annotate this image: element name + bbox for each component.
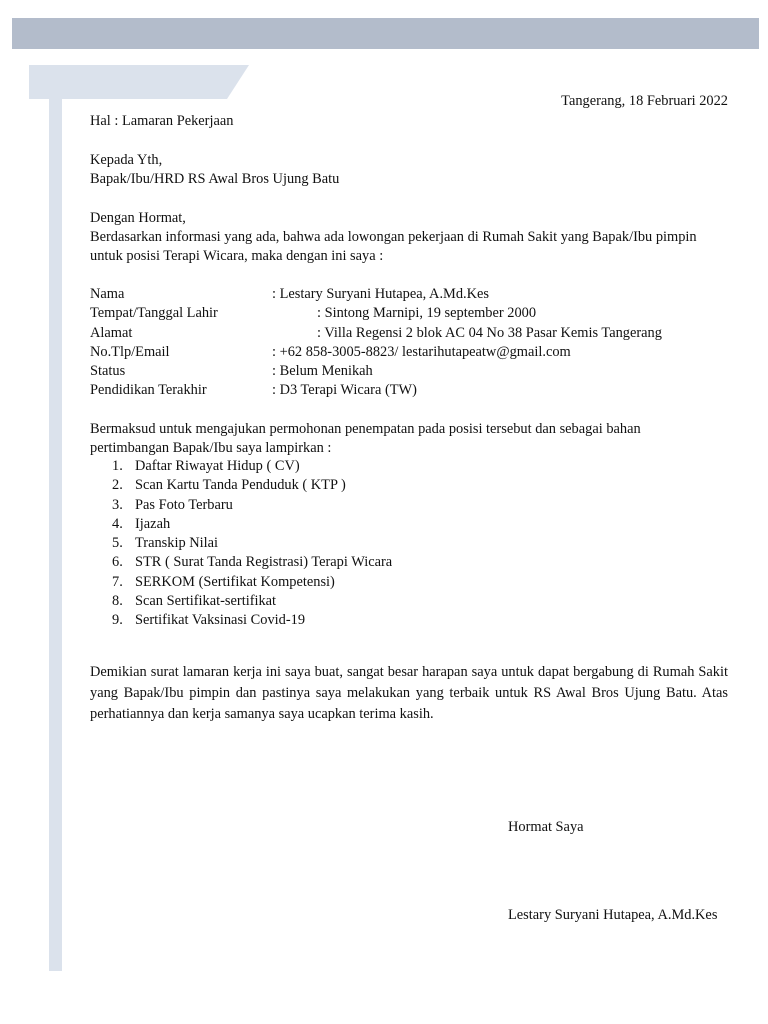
purpose-line-2: pertimbangan Bapak/Ibu saya lampirkan : [90, 440, 332, 456]
identity-label: No.Tlp/Email [90, 343, 170, 360]
identity-label: Pendidikan Terakhir [90, 382, 207, 399]
attachment-item [110, 497, 392, 516]
identity-value: : +62 858-3005-8823/ lestarihutapeatw@gmail.com [272, 343, 571, 360]
attachment-item [110, 593, 392, 612]
identity-value: : Sintong Marnipi, 19 september 2000 [317, 305, 537, 322]
side-accent-bar [49, 99, 62, 971]
attachment-text: Scan Sertifikat-sertifikat [135, 593, 277, 610]
attachment-text: SERKOM (Sertifikat Kompetensi) [135, 573, 335, 590]
identity-label: Nama [90, 286, 125, 302]
attachment-number: 3. [112, 496, 123, 513]
attachment-text: Transkip Nilai [135, 535, 219, 552]
intro-line-1: Berdasarkan informasi yang ada, bahwa ada lowongan pekerjaan di Rumah Sakit yang Bapak/Ibu pimpin [90, 229, 697, 245]
identity-value: : D3 Terapi Wicara (TW) [272, 382, 417, 399]
greeting: Dengan Hormat, [90, 210, 186, 226]
letter-subject: Hal : Lamaran Pekerjaan [90, 113, 234, 129]
purpose-line-1: Bermaksud untuk mengajukan permohonan penempatan pada posisi tersebut dan sebagai bahan [90, 421, 641, 437]
attachment-item [110, 554, 392, 573]
header-band [12, 18, 759, 49]
attachment-list [110, 458, 392, 632]
attachment-item [110, 477, 392, 496]
recipient-line-1: Kepada Yth, [90, 152, 163, 168]
identity-label: Status [90, 363, 126, 380]
attachment-text: Scan Kartu Tanda Penduduk ( KTP ) [135, 477, 346, 494]
attachment-item [110, 516, 392, 535]
recipient-line-2: Bapak/Ibu/HRD RS Awal Bros Ujung Batu [90, 171, 340, 187]
attachment-number: 8. [112, 593, 123, 610]
attachment-number: 6. [112, 554, 123, 571]
attachment-number: 2. [112, 477, 123, 494]
side-accent-tab [29, 65, 249, 99]
attachment-text: Daftar Riwayat Hidup ( CV) [135, 458, 300, 474]
identity-label: Alamat [90, 324, 133, 341]
identity-value: : Belum Menikah [272, 363, 373, 380]
attachment-text: Ijazah [135, 515, 171, 532]
letter-date: Tangerang, 18 Februari 2022 [561, 93, 728, 109]
attachment-item [110, 612, 392, 631]
attachment-number: 9. [112, 612, 123, 629]
attachment-number: 1. [112, 458, 123, 474]
attachment-item [110, 535, 392, 554]
identity-value: : Villa Regensi 2 blok AC 04 No 38 Pasar Kemis Tangerang [317, 324, 662, 341]
attachment-text: Pas Foto Terbaru [135, 496, 233, 513]
attachment-item [110, 458, 392, 477]
attachment-text: Sertifikat Vaksinasi Covid-19 [135, 612, 306, 629]
attachment-number: 4. [112, 515, 123, 532]
closing-paragraph: Demikian surat lamaran kerja ini saya buat, sangat besar harapan saya untuk dapat bergabung di Rumah Sakit yang Bapak/Ibu pimpin dan pastinya saya melakukan yang terbaik untuk RS Awal Bros Ujung Batu. Atas perhatiannya dan kerja samanya saya ucapkan terima kasih. [90, 664, 728, 722]
intro-line-2: untuk posisi Terapi Wicara, maka dengan ini saya : [90, 248, 384, 264]
signature-name: Lestary Suryani Hutapea, A.Md.Kes [508, 907, 718, 923]
signature-greeting: Hormat Saya [508, 819, 584, 835]
attachment-text: STR ( Surat Tanda Registrasi) Terapi Wicara [135, 554, 393, 571]
identity-value: : Lestary Suryani Hutapea, A.Md.Kes [272, 286, 490, 302]
identity-label: Tempat/Tanggal Lahir [90, 305, 218, 322]
attachment-number: 5. [112, 535, 123, 552]
attachment-item [110, 574, 392, 593]
attachment-number: 7. [112, 573, 123, 590]
